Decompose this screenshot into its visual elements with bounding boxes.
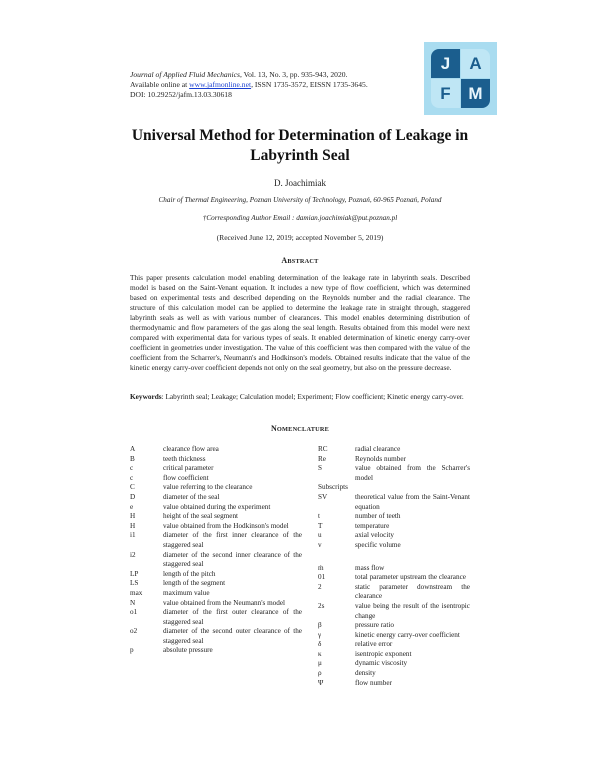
nomenclature-description: diameter of the second outer clearance of the staggered seal — [163, 627, 302, 645]
citation: , Vol. 13, No. 3, pp. 935-943, 2020. — [239, 70, 348, 79]
nomenclature-symbol: v — [318, 540, 322, 549]
nomenclature-description: relative error — [355, 640, 393, 649]
nomenclature-description: value obtained from the Scharrer's model — [355, 464, 470, 482]
nomenclature-left-column — [130, 445, 302, 656]
nomenclature-description: absolute pressure — [163, 646, 213, 655]
nomenclature-entry — [318, 640, 470, 650]
nomenclature-description: height of the seal segment — [163, 512, 239, 521]
keywords — [130, 392, 470, 402]
keywords-text: : Labyrinth seal; Leakage; Calculation model; Experiment; Flow coefficient; Kinetic energy carry-over. — [161, 392, 464, 401]
nomenclature-entry — [130, 551, 302, 570]
nomenclature-description: clearance flow area — [163, 445, 219, 453]
nomenclature-symbol: o2 — [130, 627, 138, 636]
nomenclature-description: isentropic exponent — [355, 649, 412, 658]
nomenclature-description: total parameter upstream the clearance — [355, 573, 466, 582]
abstract-heading — [100, 256, 500, 265]
nomenclature-entry — [130, 599, 302, 609]
nomenclature-symbol: μ — [318, 659, 322, 668]
nomenclature-symbol: ṁ — [318, 563, 324, 572]
nomenclature-entry — [130, 646, 302, 656]
nomenclature-entry — [318, 669, 470, 679]
nomenclature-heading-rest: OMENCLATURE — [276, 426, 330, 433]
nomenclature-entry — [318, 602, 470, 621]
nomenclature-entry — [318, 564, 470, 574]
nomenclature-symbol: β — [318, 621, 322, 630]
nomenclature-entry — [130, 627, 302, 646]
nomenclature-symbol: SV — [318, 492, 328, 501]
available-online-label: Available online at — [130, 80, 190, 90]
nomenclature-description: dynamic viscosity — [355, 659, 408, 668]
nomenclature-description: Reynolds number — [355, 454, 406, 463]
keywords-label: Keywords — [130, 392, 162, 401]
nomenclature-description: density — [355, 669, 376, 678]
nomenclature-entry — [318, 659, 470, 669]
nomenclature-description: axial velocity — [355, 531, 394, 540]
nomenclature-entry — [318, 445, 470, 455]
nomenclature-symbol: o1 — [130, 608, 138, 617]
received-dates: (Received June 12, 2019; accepted November 5, 2019) — [216, 233, 384, 242]
nomenclature-description: diameter of the first inner clearance of the staggered seal — [163, 531, 302, 549]
nomenclature-symbol: H — [130, 521, 136, 530]
logo-letter-f: F — [431, 79, 460, 108]
nomenclature-entry — [318, 583, 470, 602]
nomenclature-description: teeth thickness — [163, 454, 206, 463]
nomenclature-entry — [318, 541, 470, 551]
issn: , ISSN 1735-3572, EISSN 1735-3645. — [251, 80, 368, 90]
nomenclature-entry — [130, 445, 302, 455]
nomenclature-description: length of the pitch — [163, 569, 216, 578]
nomenclature-symbol: A — [130, 445, 136, 453]
paper-title: Universal Method for Determination of Leakage in Labyrinth Seal — [131, 127, 469, 164]
nomenclature-description: diameter of the first outer clearance of the staggered seal — [163, 608, 302, 626]
nomenclature-symbol: Re — [318, 454, 326, 463]
nomenclature-symbol: B — [130, 454, 135, 463]
nomenclature-entry — [130, 570, 302, 580]
nomenclature-entry — [318, 522, 470, 532]
nomenclature-symbol: max — [130, 588, 143, 597]
nomenclature-description: theoretical value from the Saint-Venant equation — [355, 492, 470, 511]
nomenclature-symbol: i1 — [130, 531, 136, 540]
nomenclature-description: diameter of the seal — [163, 492, 220, 501]
nomenclature-entry — [318, 531, 470, 541]
nomenclature-entry — [130, 589, 302, 599]
nomenclature-description: static parameter downstream the clearance — [355, 582, 470, 601]
nomenclature-description: flow number — [355, 678, 392, 687]
nomenclature-symbol: 01 — [318, 573, 326, 582]
author: D. Joachimiak — [274, 178, 326, 188]
jafm-logo — [424, 42, 497, 115]
subscripts-label: Subscripts — [318, 483, 348, 492]
nomenclature-description: specific volume — [355, 540, 401, 549]
logo-letter-m: M — [461, 79, 490, 108]
logo-letter-a: A — [461, 49, 490, 78]
nomenclature-description: length of the segment — [163, 579, 226, 588]
nomenclature-right-column — [318, 445, 470, 688]
nomenclature-symbol: S — [318, 464, 322, 473]
nomenclature-symbol: c — [130, 473, 134, 482]
nomenclature-description: maximum value — [163, 588, 210, 597]
nomenclature-heading — [100, 424, 500, 433]
nomenclature-symbol: p — [130, 646, 134, 655]
nomenclature-symbol: D — [130, 492, 136, 501]
nomenclature-symbol: RC — [318, 445, 328, 453]
nomenclature-description: diameter of the second inner clearance of the staggered seal — [163, 550, 302, 569]
nomenclature-description: pressure ratio — [355, 621, 394, 630]
nomenclature-symbol: κ — [318, 649, 322, 658]
logo-letter-j: J — [431, 49, 460, 78]
nomenclature-description: temperature — [355, 521, 390, 530]
nomenclature-symbol: t — [318, 512, 320, 521]
nomenclature-description: value obtained during the experiment — [163, 502, 271, 511]
affiliation: Chair of Thermal Engineering, Poznan University of Technology, Poznań, 60-965 Poznań, Poland — [158, 196, 442, 204]
nomenclature-entry — [130, 455, 302, 465]
nomenclature-entry — [130, 483, 302, 493]
nomenclature-description: value obtained from the Neumann's model — [163, 598, 286, 607]
nomenclature-description: flow coefficient — [163, 473, 209, 482]
nomenclature-symbol: T — [318, 521, 323, 530]
nomenclature-symbol: LP — [130, 569, 139, 578]
nomenclature-entry — [130, 512, 302, 522]
nomenclature-symbol: δ — [318, 640, 322, 649]
nomenclature-description: value referring to the clearance — [163, 483, 253, 492]
nomenclature-symbol: 2 — [318, 582, 322, 591]
nomenclature-description: radial clearance — [355, 445, 401, 453]
journal-header — [130, 70, 430, 101]
nomenclature-symbol: 2s — [318, 601, 325, 610]
nomenclature-description: value obtained from the Hodkinson's model — [163, 521, 289, 530]
nomenclature-entry — [130, 531, 302, 550]
nomenclature-symbol: Ψ — [318, 678, 324, 687]
nomenclature-entry — [130, 464, 302, 474]
nomenclature-entry — [130, 522, 302, 532]
nomenclature-symbol: γ — [318, 630, 322, 639]
nomenclature-entry — [130, 474, 302, 484]
nomenclature-entry — [130, 579, 302, 589]
abstract-heading-rest: BSTRACT — [287, 258, 319, 265]
nomenclature-symbol: c — [130, 464, 134, 473]
nomenclature-entry — [130, 493, 302, 503]
nomenclature-description: value being the result of the isentropic change — [355, 601, 470, 620]
nomenclature-symbol: u — [318, 531, 322, 540]
nomenclature-heading-initial: N — [270, 424, 277, 433]
journal-name: Journal of Applied Fluid Mechanics — [130, 70, 240, 79]
nomenclature-symbol: H — [130, 512, 136, 521]
nomenclature-symbol: ρ — [318, 669, 322, 678]
nomenclature-description: mass flow — [355, 563, 385, 572]
nomenclature-description: number of teeth — [355, 512, 401, 521]
nomenclature-entry — [318, 621, 470, 631]
abstract-text: This paper presents calculation model enabling determination of the leakage rate in labyrinth seals. Described model is based on the Saint-Venant equation. It includes a new type of flow coefficient, which was determined based on experimental tests and described depending on the Reynolds number and the radial clearance. The structure of this calculation model can be applied to determine the leakage rate in straight through, staggered labyrinth seals as well as with various number of clearances. This model enables determining distribution of thermodynamic and flow parameters of the gas along the seal length. Results obtained from this model were next compared with experimental data for various types of seals. It enabled determination of kinetic energy carry-over coefficient in geometries under investigation. The value of this coefficient was then compared with the value of the coefficient from the Scharrer's, Neumann's and Hodkinson's models. Obtained results indicate that the value of the kinetic energy carry-over coefficient depends not only on the seal geometry, but also on the pressure decrease. — [130, 273, 470, 372]
nomenclature-description: critical parameter — [163, 464, 214, 473]
nomenclature-entry — [318, 631, 470, 641]
nomenclature-symbol: LS — [130, 579, 139, 588]
nomenclature-entry — [130, 503, 302, 513]
nomenclature-entry — [318, 573, 470, 583]
nomenclature-entry — [130, 608, 302, 627]
nomenclature-entry — [318, 650, 470, 660]
nomenclature-entry — [318, 679, 470, 689]
nomenclature-entry — [318, 493, 470, 512]
nomenclature-entry — [318, 455, 470, 465]
nomenclature-symbol: i2 — [130, 550, 136, 559]
nomenclature-symbol: C — [130, 483, 135, 492]
nomenclature-symbol: e — [130, 502, 134, 511]
doi: DOI: 10.29252/jafm.13.03.30618 — [130, 90, 232, 100]
abstract-heading-initial: A — [281, 256, 288, 265]
journal-website-link[interactable]: www.jafmonline.net — [189, 80, 252, 90]
nomenclature-entry — [318, 464, 470, 483]
nomenclature-entry — [318, 512, 470, 522]
nomenclature-description: kinetic energy carry-over coefficient — [355, 630, 460, 639]
nomenclature-symbol: N — [130, 598, 136, 607]
corresponding-email: †Corresponding Author Email : damian.joachimiak@put.poznan.pl — [202, 214, 398, 222]
